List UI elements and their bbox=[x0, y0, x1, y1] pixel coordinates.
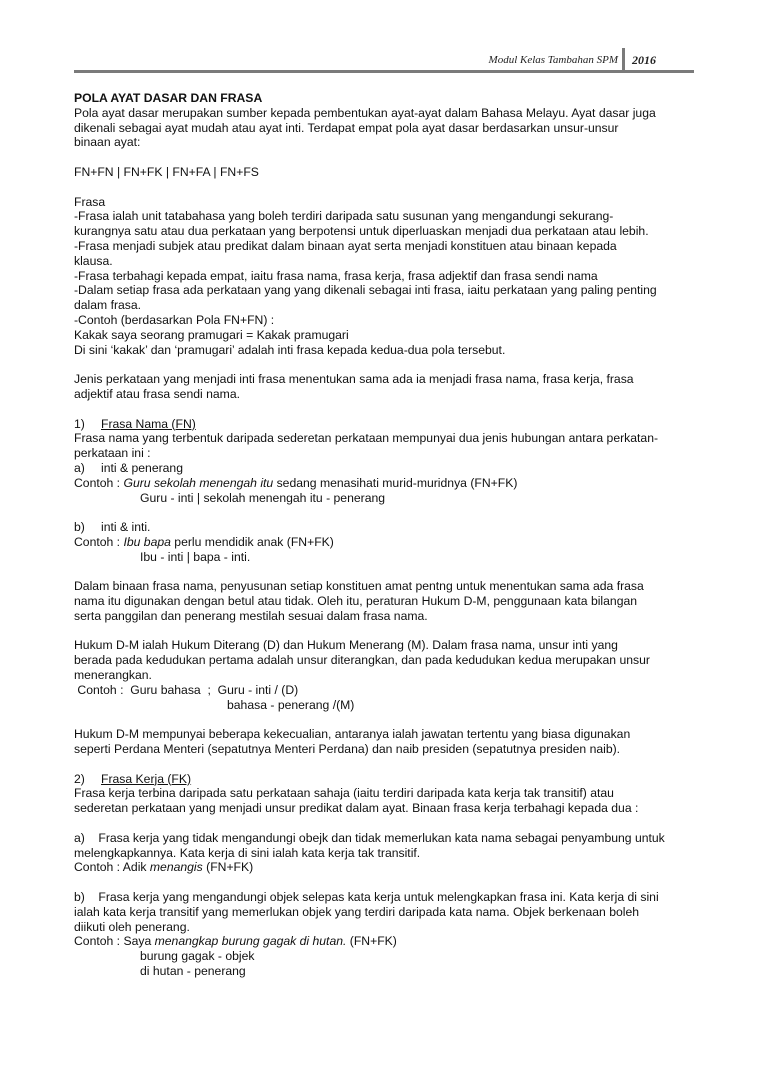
fn-p2-line: menerangkan. bbox=[74, 668, 152, 683]
fk-b-line: diikuti oleh penerang. bbox=[74, 919, 190, 934]
fk-b-line: b) Frasa kerja yang mengandungi objek selepas kata kerja untuk melengkapkan frasa ini. Kata kerja di sini bbox=[74, 890, 659, 905]
header-title: Modul Kelas Tambahan SPM bbox=[488, 54, 618, 66]
example-prefix: Contoh : bbox=[74, 534, 124, 549]
example-prefix: Contoh : Adik bbox=[74, 860, 150, 875]
fn-p1-line: Dalam binaan frasa nama, penyusunan setiap konstituen amat pentng untuk menentukan sama ada frasa bbox=[74, 579, 644, 594]
fk-line: Frasa kerja terbina daripada satu perkataan sahaja (iaitu terdiri daripada kata kerja tak transitif) atau bbox=[74, 786, 614, 801]
section-title: POLA AYAT DASAR DAN FRASA bbox=[74, 91, 263, 105]
page-header bbox=[0, 48, 768, 72]
fn-number: 1) bbox=[74, 416, 85, 431]
fn-p1-line: nama itu digunakan dengan betul atau tidak. Oleh itu, peraturan Hukum D-M, penggunaan kata bilangan bbox=[74, 594, 638, 609]
fn-a-detail: Guru - inti | sekolah menengah itu - penerang bbox=[140, 490, 386, 505]
example-rest: perlu mendidik anak (FN+FK) bbox=[170, 534, 334, 549]
fn-a-label: a) bbox=[74, 460, 85, 475]
example-rest: sedang menasihati murid-muridnya (FN+FK) bbox=[273, 475, 518, 490]
example-prefix: Contoh : bbox=[74, 475, 124, 490]
frasa-line: Kakak saya seorang pramugari = Kakak pramugari bbox=[74, 327, 349, 342]
example-italic: menangis bbox=[149, 860, 203, 875]
fn-a-text: inti & penerang bbox=[101, 460, 183, 475]
intro-line: binaan ayat: bbox=[74, 135, 141, 150]
frasa-line: -Contoh (berdasarkan Pola FN+FN) : bbox=[74, 312, 275, 327]
fn-b-detail: Ibu - inti | bapa - inti. bbox=[140, 549, 251, 564]
fk-heading bbox=[74, 772, 698, 787]
example-italic: Guru sekolah menengah itu bbox=[123, 475, 274, 490]
fn-b-label: b) bbox=[74, 520, 85, 535]
fn-line: perkataan ini : bbox=[74, 446, 151, 461]
fn-b bbox=[74, 520, 698, 535]
jenis-line: adjektif atau frasa sendi nama. bbox=[74, 386, 240, 401]
frasa-line: -Frasa terbahagi kepada empat, iaitu frasa nama, frasa kerja, frasa adjektif dan frasa sendi nama bbox=[74, 268, 598, 283]
fn-title: Frasa Nama (FN) bbox=[101, 416, 196, 431]
frasa-line: klausa. bbox=[74, 253, 113, 268]
frasa-heading: Frasa bbox=[74, 194, 106, 209]
frasa-line: kurangnya satu atau dua perkataan yang berpotensi untuk diperluaskan menjadi dua perkataan atau lebih. bbox=[74, 224, 649, 239]
example-italic: Ibu bapa bbox=[123, 534, 171, 549]
pattern-list: FN+FN | FN+FK | FN+FA | FN+FS bbox=[74, 164, 259, 179]
fk-b-detail: di hutan - penerang bbox=[140, 964, 246, 979]
document-body bbox=[74, 91, 698, 979]
fn-b-text: inti & inti. bbox=[101, 520, 151, 535]
example-prefix: Contoh : Saya bbox=[74, 934, 155, 949]
fn-p3-line: seperti Perdana Menteri (sepatutnya Menteri Perdana) dan naib presiden (sepatutnya presiden naib). bbox=[74, 742, 621, 757]
fn-p2-line: Hukum D-M ialah Hukum Diterang (D) dan Hukum Menerang (M). Dalam frasa nama, unsur inti yang bbox=[74, 638, 618, 653]
frasa-line: dalam frasa. bbox=[74, 298, 142, 313]
fn-p1-line: serta panggilan dan penerang mestilah sesuai dalam frasa nama. bbox=[74, 608, 428, 623]
fn-p2-example: Contoh : Guru bahasa ; Guru - inti / (D) bbox=[74, 682, 299, 697]
intro-line: dikenali sebagai ayat mudah atau ayat inti. Terdapat empat pola ayat dasar berdasarkan unsur-unsur bbox=[74, 120, 619, 135]
fn-a-example bbox=[74, 476, 698, 491]
frasa-line: -Dalam setiap frasa ada perkataan yang yang dikenali sebagai inti frasa, iaitu perkataan yang paling penting bbox=[74, 283, 657, 298]
example-italic: menangkap burung gagak di hutan. bbox=[154, 934, 347, 949]
intro-line: Pola ayat dasar merupakan sumber kepada pembentukan ayat-ayat dalam Bahasa Melayu. Ayat dasar juga bbox=[74, 105, 656, 120]
fn-a bbox=[74, 461, 698, 476]
fk-b-example bbox=[74, 934, 698, 949]
fk-b-line: ialah kata kerja transitif yang memerlukan objek yang terdiri daripada kata nama. Objek berkenaan boleh bbox=[74, 904, 640, 919]
fn-line: Frasa nama yang terbentuk daripada sederetan perkataan mempunyai dua jenis hubungan antara perkatan- bbox=[74, 431, 659, 446]
fk-a-example bbox=[74, 860, 698, 875]
fk-a-line: a) Frasa kerja yang tidak mengandungi obejk dan tidak memerlukan kata nama sebagai penyambung untuk bbox=[74, 830, 665, 845]
fk-title: Frasa Kerja (FK) bbox=[101, 771, 192, 786]
frasa-line: Di sini ‘kakak’ dan ‘pramugari’ adalah inti frasa kepada kedua-dua pola tersebut. bbox=[74, 342, 506, 357]
fn-p2-line: berada pada kedudukan pertama adalah unsur diterangkan, dan pada kedudukan kedua merupakan unsur bbox=[74, 653, 650, 668]
example-rest: (FN+FK) bbox=[346, 934, 397, 949]
fk-line: sederetan perkataan yang menjadi unsur predikat dalam ayat. Binaan frasa kerja terbahagi kepada dua : bbox=[74, 801, 639, 816]
fn-p2-example-detail: bahasa - penerang /(M) bbox=[227, 697, 355, 712]
fn-heading bbox=[74, 417, 698, 432]
header-divider bbox=[622, 48, 625, 72]
header-rule bbox=[74, 70, 694, 73]
example-rest: (FN+FK) bbox=[202, 860, 254, 875]
header-year: 2016 bbox=[632, 53, 656, 67]
fk-b-detail: burung gagak - objek bbox=[140, 949, 255, 964]
frasa-line: -Frasa menjadi subjek atau predikat dalam binaan ayat serta menjadi konstituen atau binaan kepada bbox=[74, 238, 617, 253]
fn-b-example bbox=[74, 535, 698, 550]
frasa-line: -Frasa ialah unit tatabahasa yang boleh terdiri daripada satu susunan yang mengandungi sekurang- bbox=[74, 209, 614, 224]
fn-p3-line: Hukum D-M mempunyai beberapa kekecualian, antaranya ialah jawatan tertentu yang biasa digunakan bbox=[74, 727, 631, 742]
fk-number: 2) bbox=[74, 771, 85, 786]
jenis-line: Jenis perkataan yang menjadi inti frasa menentukan sama ada ia menjadi frasa nama, frasa kerja, frasa bbox=[74, 372, 634, 387]
fk-a-line: melengkapkannya. Kata kerja di sini ialah kata kerja tak transitif. bbox=[74, 845, 421, 860]
